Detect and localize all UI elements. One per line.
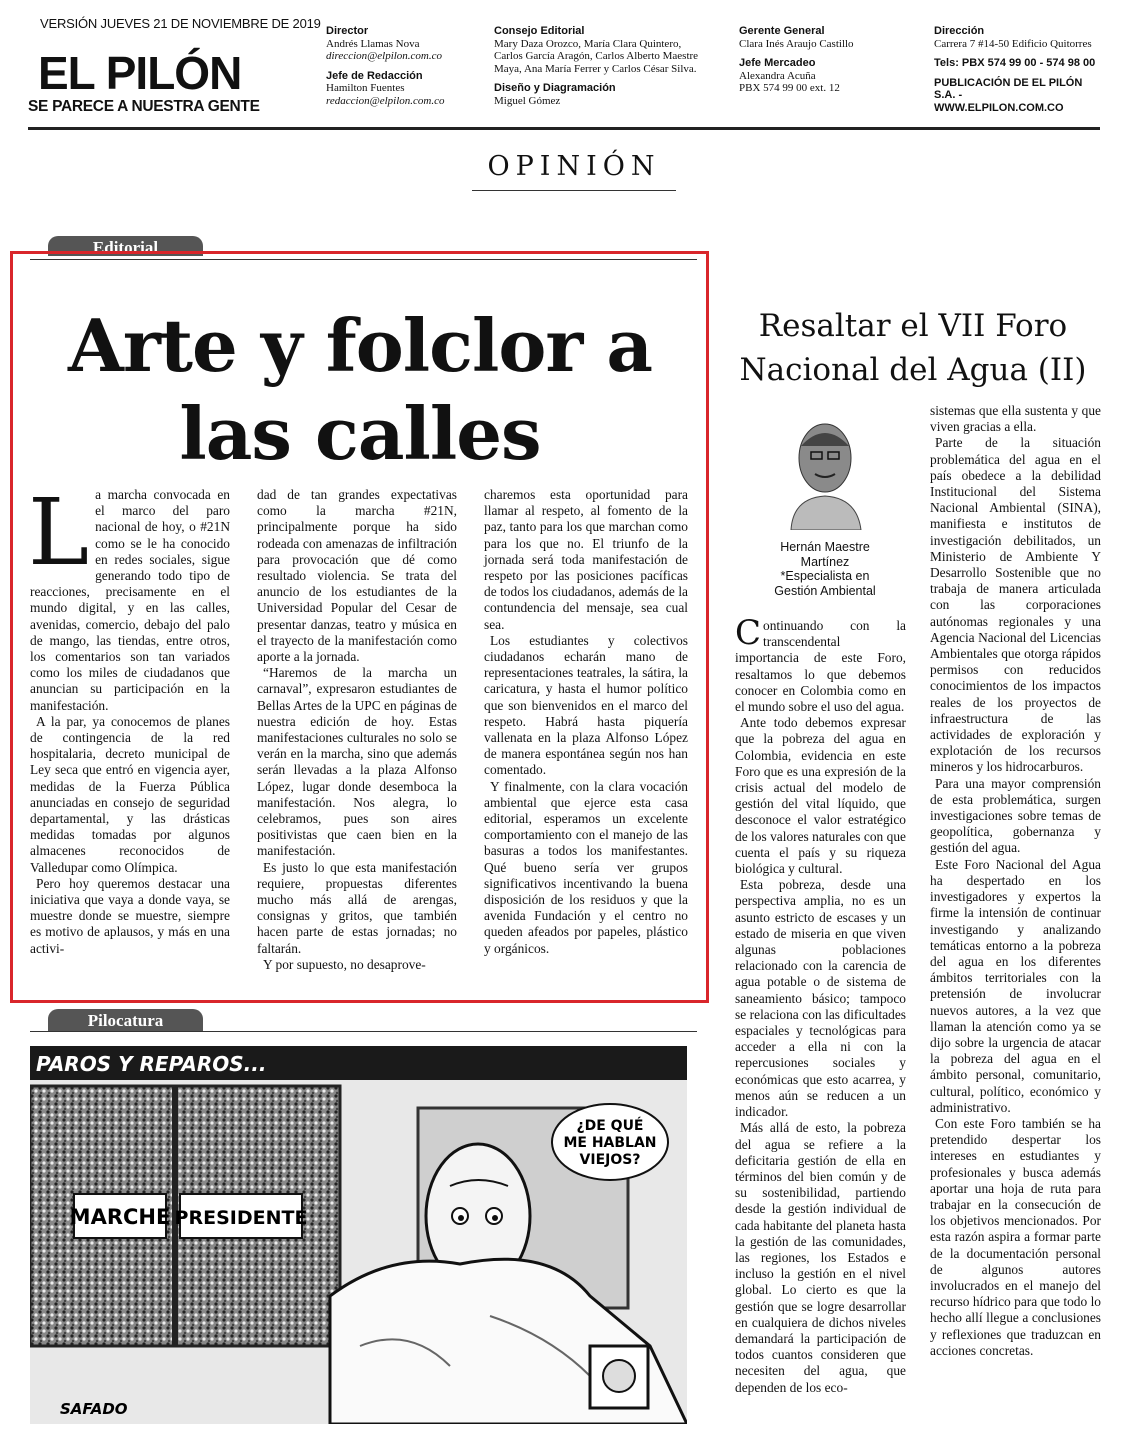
editorial-paragraph: Y por supuesto, no desaprove- <box>263 956 426 972</box>
drop-cap: C <box>735 613 762 653</box>
column-paragraph: Más allá de esto, la pobreza del agua se refiere a la deficitaria gestión de ella en términos del bien común y de su sostenibilidad, partiendo desde la gestión individual de cada habitante del planeta hasta la gestión de las comunidades, las regiones, los Estados e incluso la gestión en el nivel global. Lo cierto es que la gestión que se logre desarrollar en cualquiera de dichos niveles demandará la participación de todos cuantos consideren que necesiten del agua, que dependen de los eco- <box>735 1120 906 1395</box>
editorial-paragraph: charemos esta oportunidad para llamar al respeto, al fomento de la paz, tanto para los que marchan como para los que no. El triunfo de la jornada será toda manifestación de respeto por las posiciones pacíficas de todos los ciudadanos, además de la contundencia del mensaje, sea cual sea. <box>484 487 688 632</box>
editorial-paragraph: “Haremos de la marcha un carnaval”, expresaron estudiantes de Bellas Artes de la UPC en páginas de nuestra edición de hoy. Estas manifestaciones culturales no solo se verán en la marcha, sino que además serán llevadas a la plaza Alfonso López, lugar donde desemboca la manifestación. Nos alegra, lo celebramos, pues son aires positivistas que caen bien en la manifestación. <box>257 665 457 859</box>
editorial-tab: Editorial <box>48 236 203 256</box>
editorial-column-1 <box>28 479 230 957</box>
editorial-column-2 <box>257 487 457 973</box>
newspaper-tagline: SE PARECE A NUESTRA GENTE <box>28 98 260 115</box>
column-paragraph: Continuando con la transcendental importancia de este Foro, resaltamos lo que debemos conocer en Colombia como en el mundo sobre el uso del agua. <box>735 613 906 715</box>
edition-date: VERSIÓN JUEVES 21 DE NOVIEMBRE DE 2019 <box>40 16 321 31</box>
author-photo <box>785 412 865 530</box>
column-text-a <box>735 613 906 1396</box>
column-title: Resaltar el VII Foro Nacional del Agua (II) <box>739 308 1087 388</box>
editorial-paragraph: La marcha convocada en el marco del paro nacional de hoy, o #21N como se le ha conocido en redes sociales, sigue generando todo tipo de reacciones, precisamente en el mundo digital, y en las calles, avenidas, comercio, debajo del palo de mango, las tiendas, entre otros, los comentarios son tan variados como los miles de ciudadanos que anuncian su participación en la manifestación. <box>28 479 230 713</box>
author-name: Martínez <box>800 554 850 569</box>
author-role: Gestión Ambiental <box>774 583 876 598</box>
pilocatura-tab: Pilocatura <box>48 1009 203 1031</box>
speech-line-3: VIEJOS? <box>579 1152 641 1168</box>
header-rule <box>28 127 1100 130</box>
speech-line-2: ME HABLAN <box>563 1135 657 1151</box>
section-title: OPINIÓN <box>487 151 661 182</box>
editorial-paragraph: Los estudiantes y colectivos ciudadanos echarán mano de representaciones teatrales, la sátira, la caricatura, y hasta el humor político que son bienvenidos en el marco del respeto. Habrá hasta piquería vallenata en la plaza Alfonso López de manera espontánea según nos han comentado. <box>484 632 688 778</box>
cartoon-illustration <box>30 1046 687 1424</box>
editorial-paragraph: dad de tan grandes expectativas como la marcha #21N, principalmente porque ha sido rodeada con amenazas de infiltración para provocación que dé como resultado violencia. Se trata del anuncio de los estudiantes de la Universidad Popular del Cesar de presentar danzas, teatro y música en el trayecto de la manifestación como aporte a la jornada. <box>257 487 457 665</box>
cartoon-signature: SAFADO <box>60 1400 128 1418</box>
column-text-b <box>930 403 1101 1359</box>
column-paragraph: Esta pobreza, desde una perspectiva amplia, no es un asunto estricto de escases y un estado de miseria en que viven algunas poblaciones relacionado con la carencia de agua potable o de sistema de saneamiento básico; tampoco se relaciona con las dificultades espaciales y tecnológicas para acceder a ella ni con la repercusiones sociales y económicas que esto acarrea, y menos aún se reducen a un indicador. <box>735 877 906 1120</box>
drop-cap: L <box>28 479 90 586</box>
column-paragraph: Parte de la situación problemática del agua en el país obedece a la debilidad Institucional del Sistema Nacional Ambiental (SINA), manifiesta e institutos de investigación debilitados, un Ministerio de Ambiente Y Desarrollo Sostenible que no trabaja de manera articulada con las corporaciones autónomas regionales y una Agencia Nacional del Licencias Ambientales que otorga rápidos permisos con reducidos conocimientos de los impactos reales de los proyectos de infraestructura de las actividades de exploración y explotación de los recursos mineros y los hidrocarburos. <box>930 435 1101 775</box>
editorial-paragraph: Es justo lo que esta manifestación requiere, propuestas diferentes mucho más allá de arengas, consignas y gritos, que también hacen parte de estas jornadas; no faltarán. <box>257 859 457 956</box>
column-paragraph: sistemas que ella sustenta y que viven gracias a ella. <box>930 403 1101 435</box>
column-paragraph: Para una mayor comprensión de esta problemática, surgen investigaciones sobre temas de geopolítica, gobernanza y gestión del agua. <box>930 775 1101 856</box>
editorial-headline: Arte y folclor a las calles <box>67 303 653 476</box>
author-role: *Especialista en <box>780 569 870 583</box>
author-name: Hernán Maestre <box>780 540 870 554</box>
speech-line-1: ¿DE QUÉ <box>576 1118 644 1134</box>
editorial-paragraph: A la par, ya conocemos de planes de contingencia de la red hospitalaria, decreto municipal de Ley seca que entró en vigencia ayer, medidas de la Fuerza Pública anunciadas en consejo de seguridad departamental, y las drásticas medidas tomadas por algunos almacenes reconocidos de Valledupar como Olímpica. <box>30 713 230 875</box>
section-rule <box>472 190 676 191</box>
cartoon-title: PAROS Y REPAROS... <box>36 1052 267 1076</box>
masthead-director: Director Andrés Llamas Nova direccion@elpilon.com.co Jefe de Redacción Hamilton Fuentes redaccion@elpilon.com.co <box>326 25 445 107</box>
pilocatura-rule <box>30 1031 697 1032</box>
newspaper-logo: EL PILÓN <box>38 47 242 99</box>
editorial-column-3 <box>484 487 688 957</box>
masthead-direccion: Dirección Carrera 7 #14-50 Edificio Quitorres Tels: PBX 574 99 00 - 574 98 00 PUBLICACIÓN DE EL PILÓN S.A. - WWW.ELPILON.COM.CO <box>934 25 1096 114</box>
editorial-cartoon <box>30 1046 687 1424</box>
banner-presidente-text: PRESIDENTE <box>174 1207 308 1229</box>
editorial-paragraph: Y finalmente, con la clara vocación ambiental que ejerce esta casa editorial, esperamos un excelente comportamiento con el manejo de las basuras a todos los manifestantes. Qué bueno sería ver grupos significativos incentivando la buena disposición de los residuos y que la avenida Fundación y el centro no queden afeados por papeles, plástico y orgánicos. <box>484 778 688 956</box>
masthead-gerencia: Gerente General Clara Inés Araujo Castillo Jefe Mercadeo Alexandra Acuña PBX 574 99 00 ext. 12 <box>739 25 854 94</box>
column-paragraph: Con este Foro también se ha pretendido despertar los intereses en estudiantes y profesionales y busca además aportar una hoja de ruta para trabajar en la consecución de los objetivos mencionados. Por esta razón aspira a formar parte de la documentación personal de algunos autores involucrados en el manejo del recurso hídrico para que todo lo hecho allí llegue a conclusiones y reflexiones que traduzcan en acciones concretas. <box>930 1115 1101 1358</box>
column-paragraph: Ante todo debemos expresar que la pobreza del agua en Colombia, evidencia en este Foro que es una expresión de la crisis actual del modelo de gestión del vital líquido, que desconoce el valor estratégico de los valores naturales con que cuenta el país y su riqueza biológica y cultural. <box>735 715 906 877</box>
editorial-paragraph: Pero hoy queremos destacar una iniciativa que vaya a donde vaya, se muestre donde se muestre, siempre es motivo de aplausos, y más en una activi- <box>30 875 230 956</box>
banner-marche-text: MARCHE <box>69 1205 171 1229</box>
masthead-consejo: Consejo Editorial Mary Daza Orozco, María Clara Quintero, Carlos García Aragón, Carlos Alberto Maestre Maya, Ana María Ferrer y Carlos César Silva. Diseño y Diagramación Miguel Gómez <box>494 25 699 107</box>
column-paragraph: Este Foro Nacional del Agua ha despertado en los investigadores y expertos la firme la intensión de continuar investigando y analizando temáticas entorno a la pobreza del agua en los diferentes ámbitos territoriales con la pretensión de involucrar nuevos autores, a la vez que llaman la atención como ya se dijo sobre la urgencia de atacar la pobreza del agua en el ámbito personal, comunitario, cultural, político, económico y administrativo. <box>930 856 1101 1115</box>
author-credit <box>760 540 890 598</box>
